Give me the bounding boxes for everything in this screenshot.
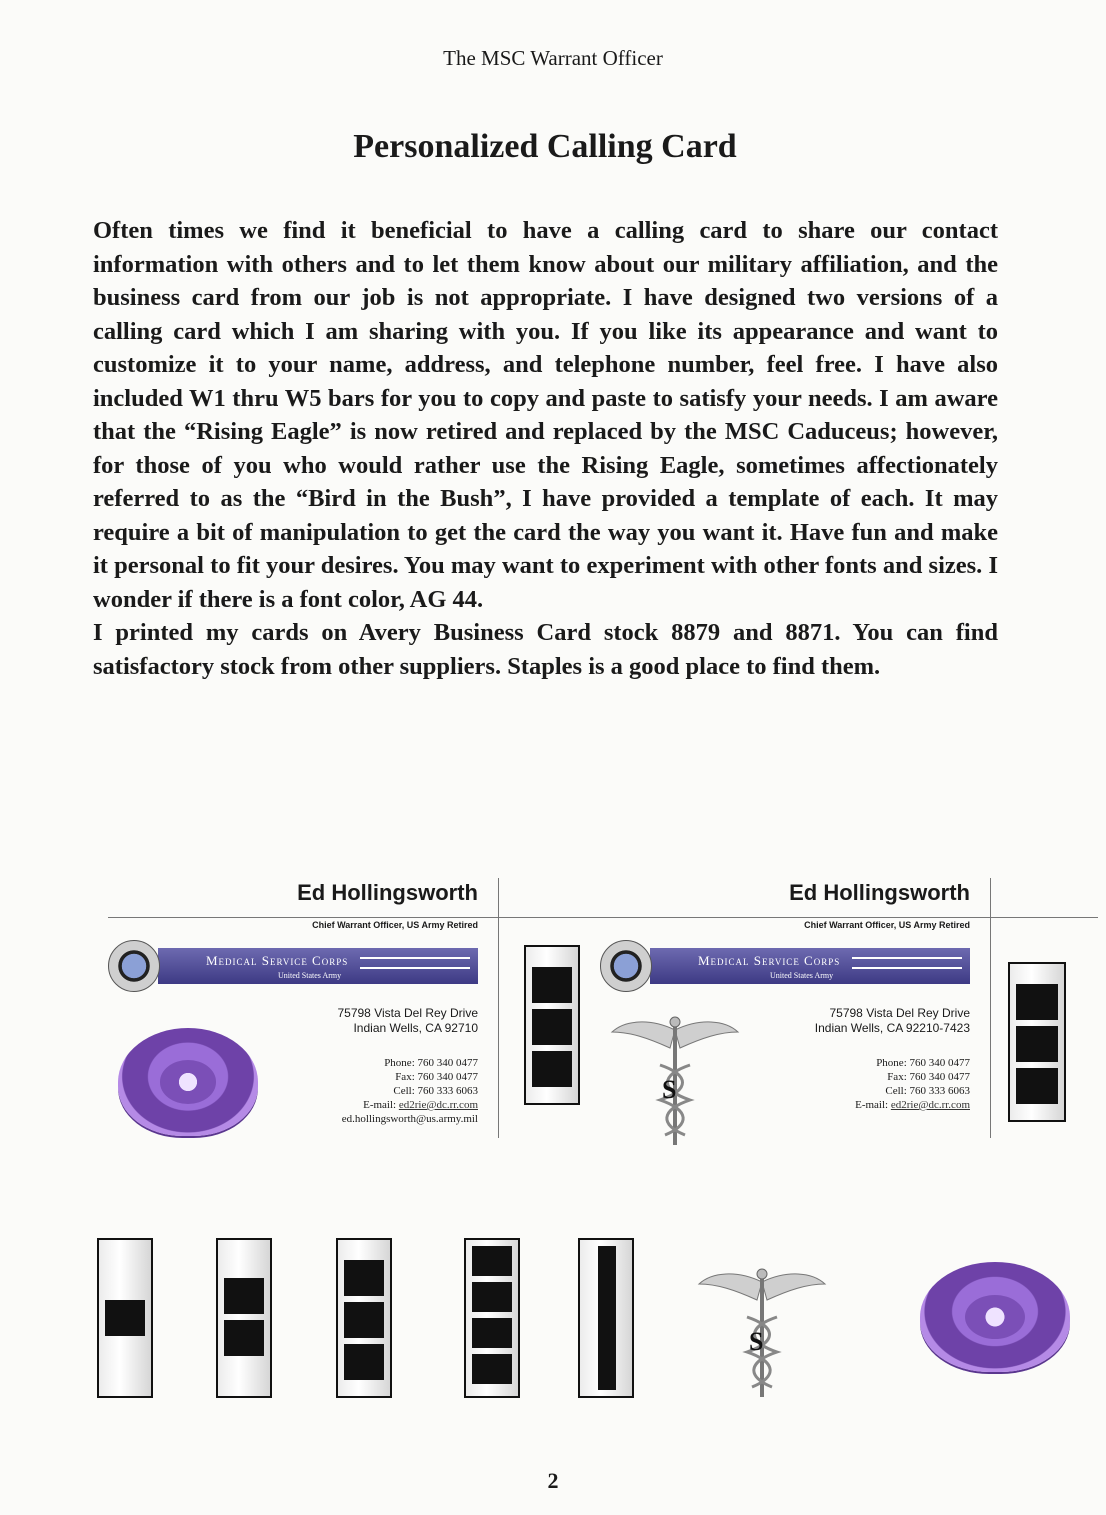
- w5-bar: [578, 1238, 634, 1398]
- banner-lines: [360, 957, 470, 969]
- email-secondary: ed.hollingsworth@us.army.mil: [341, 1113, 478, 1125]
- bar-block: [344, 1260, 384, 1296]
- calling-card: [108, 880, 488, 1180]
- address-line: Indian Wells, CA 92710: [353, 1021, 478, 1035]
- bar-block: [472, 1354, 512, 1384]
- w4-bar: [464, 1238, 520, 1398]
- page-title: Personalized Calling Card: [353, 128, 737, 165]
- page-number: 2: [547, 1468, 559, 1493]
- bar-block: [224, 1320, 264, 1356]
- email-link[interactable]: ed2rie@dc.rr.com: [398, 1099, 478, 1111]
- phone: Phone: 760 340 0477: [384, 1057, 478, 1069]
- card-address: [337, 1006, 478, 1036]
- paragraph: I printed my cards on Avery Business Card stock 8879 and 8871. You can find satisfactory stock from other suppliers. Staples is a good place to find them.: [93, 619, 998, 680]
- corps-seal-icon: [108, 940, 160, 992]
- running-head: The MSC Warrant Officer: [443, 46, 663, 70]
- bar-block: [532, 967, 572, 1003]
- card-divider-vertical: [990, 878, 991, 1138]
- bar-block: [472, 1282, 512, 1312]
- rising-eagle-icon: [920, 1262, 1070, 1372]
- bar-block: [1016, 984, 1058, 1020]
- banner-lines: [852, 957, 962, 969]
- card-contact: [855, 1056, 970, 1112]
- corps-name: Medical Service Corps: [698, 953, 841, 968]
- corps-banner: [650, 948, 970, 984]
- bar-stripe: [598, 1246, 616, 1390]
- card-name: Ed Hollingsworth: [297, 880, 478, 905]
- card-rank-bar: [1008, 962, 1066, 1122]
- phone: Phone: 760 340 0477: [876, 1057, 970, 1069]
- calling-card: [600, 880, 980, 1180]
- card-rank: Chief Warrant Officer, US Army Retired: [312, 920, 478, 930]
- bar-block: [105, 1300, 145, 1336]
- fax: Fax: 760 340 0477: [395, 1071, 478, 1083]
- address-line: 75798 Vista Del Rey Drive: [829, 1006, 970, 1020]
- bar-block: [344, 1302, 384, 1338]
- address-line: Indian Wells, CA 92210-7423: [814, 1021, 970, 1035]
- email-row: E-mail: ed2rie@dc.rr.com: [363, 1099, 478, 1111]
- email-link[interactable]: ed2rie@dc.rr.com: [890, 1099, 970, 1111]
- card-contact: [342, 1056, 478, 1126]
- corps-seal-icon: [600, 940, 652, 992]
- bar-block: [1016, 1068, 1058, 1104]
- corps-army: United States Army: [278, 971, 342, 980]
- fax: Fax: 760 340 0477: [887, 1071, 970, 1083]
- bar-block: [472, 1246, 512, 1276]
- w2-bar: [216, 1238, 272, 1398]
- svg-text:S: S: [749, 1327, 764, 1356]
- w3-bar: [336, 1238, 392, 1398]
- bar-block: [472, 1318, 512, 1348]
- corps-army: United States Army: [770, 971, 834, 980]
- body-text: [93, 214, 998, 683]
- cell: Cell: 760 333 6063: [885, 1085, 970, 1097]
- card-rank-bar: [524, 945, 580, 1105]
- bar-block: [224, 1278, 264, 1314]
- card-name: Ed Hollingsworth: [789, 880, 970, 905]
- rising-eagle-icon: [118, 1028, 258, 1136]
- card-divider-vertical: [498, 878, 499, 1138]
- caduceus-icon: [682, 1262, 842, 1402]
- paragraph: Often times we find it beneficial to have a calling card to share our contact information with others and to let them know about our military affiliation, and the business card from our job is not appropriate. I have designed two versions of a calling card which I am sharing with you. If you like its appearance and want to customize it to your name, address, and telephone number, feel free. I have also included W1 thru W5 bars for you to copy and paste to satisfy your needs. I am aware that the “Rising Eagle” is now retired and replaced by the MSC Caduceus; however, for those of you who would rather use the Rising Eagle, sometimes affectionately referred to as the “Bird in the Bush”, I have provided a template of each. It may require a bit of manipulation to get the card the way you want it. Have fun and make it personal to fit your desires. You may want to experiment with other fonts and sizes. I wonder if there is a font color, AG 44.: [93, 217, 998, 613]
- card-rank: Chief Warrant Officer, US Army Retired: [804, 920, 970, 930]
- cell: Cell: 760 333 6063: [393, 1085, 478, 1097]
- svg-text:S: S: [662, 1075, 677, 1104]
- bar-block: [344, 1344, 384, 1380]
- corps-banner: [158, 948, 478, 984]
- address-line: 75798 Vista Del Rey Drive: [337, 1006, 478, 1020]
- bar-block: [532, 1051, 572, 1087]
- w1-bar: [97, 1238, 153, 1398]
- card-address: [815, 1006, 970, 1036]
- caduceus-icon: [610, 1010, 740, 1150]
- bar-block: [532, 1009, 572, 1045]
- corps-name: Medical Service Corps: [206, 953, 349, 968]
- bar-block: [1016, 1026, 1058, 1062]
- email-row: E-mail: ed2rie@dc.rr.com: [855, 1099, 970, 1111]
